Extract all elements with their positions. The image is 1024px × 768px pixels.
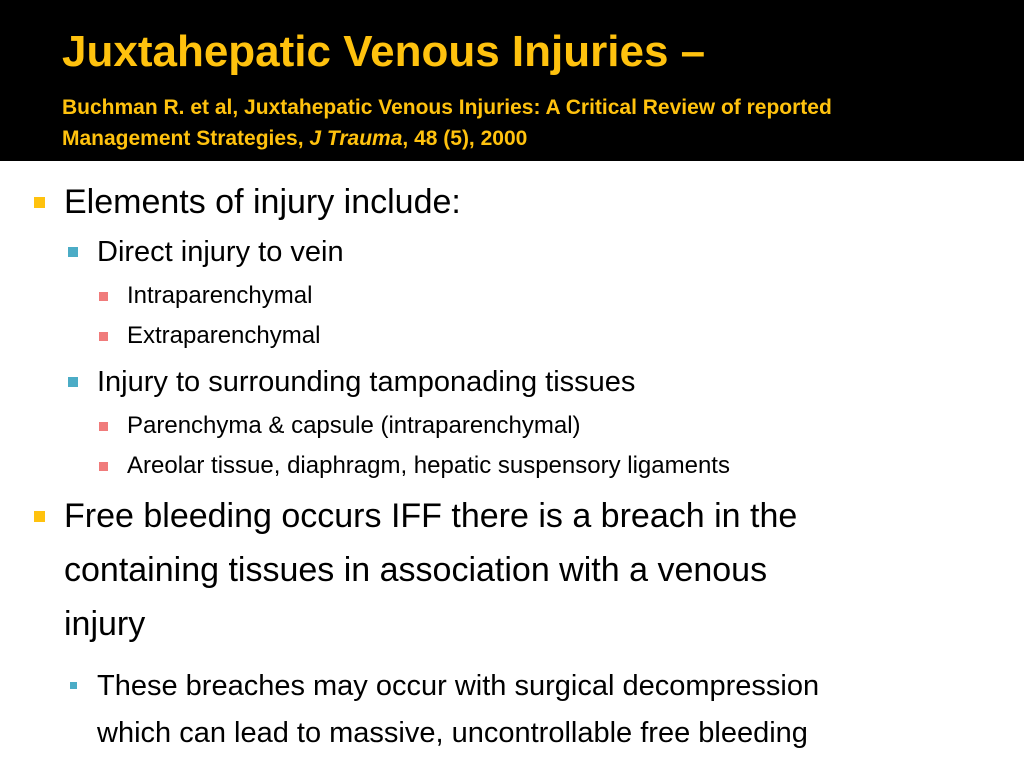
slide-subtitle <box>62 92 962 154</box>
bullet-square-icon <box>34 197 45 208</box>
bullet-intraparenchymal: Intraparenchymal <box>127 282 313 309</box>
bullet-surrounding-tissues: Injury to surrounding tamponading tissues <box>97 366 636 398</box>
bullet-direct-injury: Direct injury to vein <box>97 236 344 268</box>
bullet-square-icon <box>99 332 108 341</box>
bullet-areolar-tissue: Areolar tissue, diaphragm, hepatic suspensory ligaments <box>127 452 730 479</box>
bullet-free-bleeding-line1: Free bleeding occurs IFF there is a breach in the <box>64 497 798 535</box>
bullet-free-bleeding-line3: injury <box>64 605 146 643</box>
bullet-breaches-line1: These breaches may occur with surgical decompression <box>97 670 820 702</box>
subtitle-volume: , 48 (5), 2000 <box>402 127 528 150</box>
bullet-square-icon <box>68 247 78 257</box>
bullet-square-icon <box>99 422 108 431</box>
subtitle-citation: Buchman R. et al, Juxtahepatic Venous Injuries: A Critical Review of reported Management Strategies, <box>62 96 832 150</box>
bullet-square-icon <box>70 682 77 689</box>
bullet-square-icon <box>99 462 108 471</box>
bullet-parenchyma-capsule: Parenchyma & capsule (intraparenchymal) <box>127 412 581 439</box>
bullet-breaches-line2: which can lead to massive, uncontrollable free bleeding <box>97 717 808 749</box>
slide-title: Juxtahepatic Venous Injuries – <box>62 27 706 76</box>
bullet-elements-of-injury: Elements of injury include: <box>64 183 461 221</box>
slide-body <box>0 161 1024 768</box>
bullet-square-icon <box>34 511 45 522</box>
bullet-square-icon <box>68 377 78 387</box>
bullet-free-bleeding-line2: containing tissues in association with a venous <box>64 551 768 589</box>
slide-header <box>0 0 1024 160</box>
bullet-extraparenchymal: Extraparenchymal <box>127 322 321 349</box>
subtitle-journal: J Trauma <box>309 127 403 150</box>
bullet-square-icon <box>99 292 108 301</box>
